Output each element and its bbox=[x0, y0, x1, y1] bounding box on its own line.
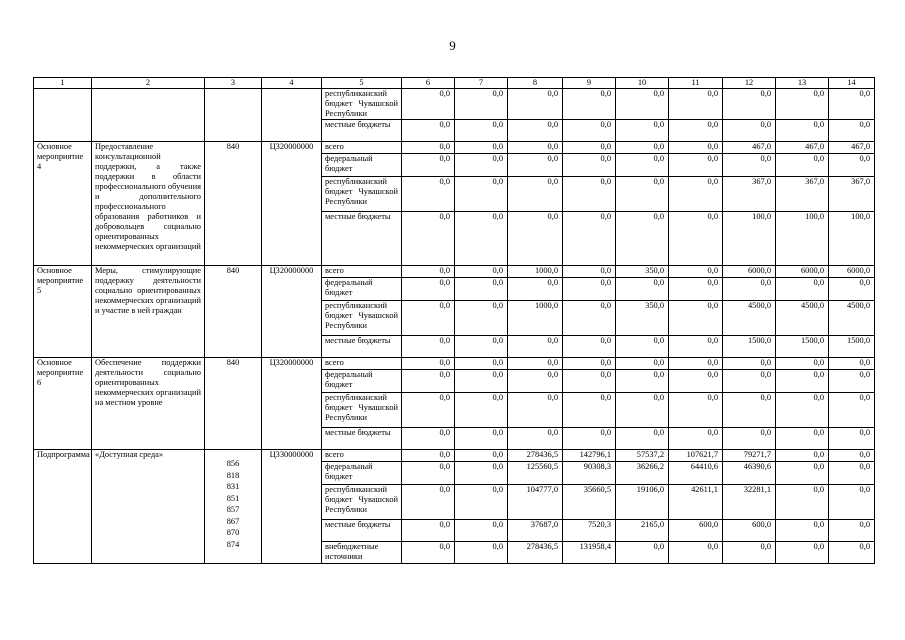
value-cell: 0,0 bbox=[455, 212, 508, 266]
value-cell: 0,0 bbox=[776, 542, 829, 564]
column-header: 8 bbox=[508, 78, 563, 89]
value-cell: 42611,1 bbox=[669, 485, 723, 520]
value-cell: 0,0 bbox=[829, 462, 875, 485]
column-header: 9 bbox=[563, 78, 616, 89]
budget-code: 851 bbox=[226, 493, 240, 503]
value-cell: 0,0 bbox=[455, 301, 508, 336]
value-cell: 1500,0 bbox=[723, 336, 776, 358]
value-cell: 19106,0 bbox=[616, 485, 669, 520]
value-cell: 0,0 bbox=[402, 154, 455, 177]
value-cell: 32281,1 bbox=[723, 485, 776, 520]
value-cell: 0,0 bbox=[455, 358, 508, 370]
value-cell: 467,0 bbox=[723, 142, 776, 154]
value-cell: 0,0 bbox=[455, 142, 508, 154]
funding-source-cell: федеральный бюджет bbox=[322, 462, 402, 485]
value-cell: 0,0 bbox=[829, 520, 875, 542]
value-cell: 35660,5 bbox=[563, 485, 616, 520]
value-cell: 350,0 bbox=[616, 266, 669, 278]
table-row bbox=[34, 266, 875, 278]
value-cell: 0,0 bbox=[455, 450, 508, 462]
value-cell: 0,0 bbox=[508, 212, 563, 266]
value-cell: 0,0 bbox=[829, 358, 875, 370]
budget-table bbox=[33, 77, 875, 564]
value-cell: 0,0 bbox=[669, 336, 723, 358]
funding-source-cell: всего bbox=[322, 266, 402, 278]
value-cell: 0,0 bbox=[508, 89, 563, 120]
value-cell: 1500,0 bbox=[829, 336, 875, 358]
value-cell: 0,0 bbox=[829, 154, 875, 177]
value-cell: 0,0 bbox=[616, 142, 669, 154]
value-cell: 0,0 bbox=[669, 120, 723, 142]
value-cell: 0,0 bbox=[776, 520, 829, 542]
value-cell: 0,0 bbox=[669, 358, 723, 370]
value-cell: 0,0 bbox=[669, 142, 723, 154]
value-cell: 0,0 bbox=[723, 278, 776, 301]
code-cell bbox=[205, 89, 262, 142]
value-cell: 0,0 bbox=[616, 154, 669, 177]
event-description-cell: Предоставление консультационной поддержки, а также поддержки в области профессионального обучения и дополнительного профессионального образования работников и добровольцев социально ориентированных некоммерческих организаций bbox=[92, 142, 205, 266]
value-cell: 4500,0 bbox=[829, 301, 875, 336]
funding-source-cell: республиканский бюджет Чувашской Республики bbox=[322, 485, 402, 520]
value-cell: 0,0 bbox=[829, 450, 875, 462]
value-cell: 0,0 bbox=[616, 177, 669, 212]
value-cell: 0,0 bbox=[616, 428, 669, 450]
value-cell: 0,0 bbox=[669, 542, 723, 564]
value-cell: 4500,0 bbox=[776, 301, 829, 336]
value-cell: 0,0 bbox=[829, 393, 875, 428]
value-cell: 0,0 bbox=[508, 142, 563, 154]
value-cell: 0,0 bbox=[563, 142, 616, 154]
value-cell: 0,0 bbox=[402, 89, 455, 120]
column-header: 12 bbox=[723, 78, 776, 89]
table-body bbox=[34, 89, 875, 564]
column-header: 10 bbox=[616, 78, 669, 89]
budget-code: 831 bbox=[226, 482, 240, 491]
value-cell: 0,0 bbox=[723, 393, 776, 428]
column-header: 5 bbox=[322, 78, 402, 89]
value-cell: 0,0 bbox=[616, 120, 669, 142]
value-cell: 0,0 bbox=[402, 336, 455, 358]
value-cell: 0,0 bbox=[402, 485, 455, 520]
value-cell: 467,0 bbox=[829, 142, 875, 154]
value-cell: 0,0 bbox=[776, 120, 829, 142]
value-cell: 36266,2 bbox=[616, 462, 669, 485]
value-cell: 0,0 bbox=[616, 393, 669, 428]
value-cell: 0,0 bbox=[402, 177, 455, 212]
value-cell: 0,0 bbox=[563, 393, 616, 428]
value-cell: 0,0 bbox=[563, 278, 616, 301]
table-row bbox=[34, 89, 875, 120]
value-cell: 0,0 bbox=[776, 485, 829, 520]
classification-code-cell: Ц320000000 bbox=[262, 358, 322, 450]
value-cell: 100,0 bbox=[776, 212, 829, 266]
value-cell: 107621,7 bbox=[669, 450, 723, 462]
value-cell: 4500,0 bbox=[723, 301, 776, 336]
value-cell: 0,0 bbox=[508, 358, 563, 370]
column-header: 1 bbox=[34, 78, 92, 89]
value-cell: 367,0 bbox=[776, 177, 829, 212]
value-cell: 7520,3 bbox=[563, 520, 616, 542]
value-cell: 0,0 bbox=[455, 370, 508, 393]
value-cell: 0,0 bbox=[563, 212, 616, 266]
value-cell: 0,0 bbox=[455, 520, 508, 542]
value-cell: 0,0 bbox=[402, 358, 455, 370]
value-cell: 0,0 bbox=[669, 301, 723, 336]
value-cell: 57537,2 bbox=[616, 450, 669, 462]
value-cell: 0,0 bbox=[455, 278, 508, 301]
value-cell: 1500,0 bbox=[776, 336, 829, 358]
page-number: 9 bbox=[449, 38, 456, 53]
value-cell: 0,0 bbox=[776, 278, 829, 301]
value-cell: 0,0 bbox=[669, 428, 723, 450]
value-cell: 0,0 bbox=[723, 542, 776, 564]
value-cell: 0,0 bbox=[455, 428, 508, 450]
value-cell: 367,0 bbox=[829, 177, 875, 212]
value-cell: 0,0 bbox=[776, 393, 829, 428]
value-cell: 0,0 bbox=[508, 120, 563, 142]
funding-source-cell: местные бюджеты bbox=[322, 336, 402, 358]
value-cell: 0,0 bbox=[563, 370, 616, 393]
value-cell: 0,0 bbox=[669, 266, 723, 278]
value-cell: 467,0 bbox=[776, 142, 829, 154]
value-cell: 0,0 bbox=[563, 301, 616, 336]
value-cell: 0,0 bbox=[508, 154, 563, 177]
funding-source-cell: внебюджетные источники bbox=[322, 542, 402, 564]
value-cell: 0,0 bbox=[829, 89, 875, 120]
code-cell: 840 bbox=[205, 266, 262, 358]
value-cell: 0,0 bbox=[669, 177, 723, 212]
value-cell: 0,0 bbox=[402, 212, 455, 266]
column-header: 13 bbox=[776, 78, 829, 89]
classification-code-cell: Ц320000000 bbox=[262, 266, 322, 358]
event-description-cell: Обеспечение поддержки деятельности социально ориентированных некоммерческих организаций на местном уровне bbox=[92, 358, 205, 450]
value-cell: 0,0 bbox=[508, 278, 563, 301]
event-name-cell bbox=[34, 89, 92, 142]
value-cell: 0,0 bbox=[563, 177, 616, 212]
value-cell: 0,0 bbox=[563, 120, 616, 142]
funding-source-cell: всего bbox=[322, 450, 402, 462]
value-cell: 0,0 bbox=[829, 120, 875, 142]
value-cell: 100,0 bbox=[723, 212, 776, 266]
funding-source-cell: всего bbox=[322, 142, 402, 154]
value-cell: 0,0 bbox=[829, 278, 875, 301]
value-cell: 0,0 bbox=[776, 154, 829, 177]
value-cell: 0,0 bbox=[616, 89, 669, 120]
value-cell: 90308,3 bbox=[563, 462, 616, 485]
table-row bbox=[34, 358, 875, 370]
column-header: 4 bbox=[262, 78, 322, 89]
value-cell: 0,0 bbox=[616, 358, 669, 370]
classification-code-cell bbox=[262, 89, 322, 142]
value-cell: 1000,0 bbox=[508, 266, 563, 278]
classification-code-cell: Ц330000000 bbox=[262, 450, 322, 564]
value-cell: 100,0 bbox=[829, 212, 875, 266]
column-header: 2 bbox=[92, 78, 205, 89]
value-cell: 0,0 bbox=[508, 336, 563, 358]
value-cell: 0,0 bbox=[829, 485, 875, 520]
value-cell: 0,0 bbox=[402, 450, 455, 462]
column-number-header bbox=[34, 78, 875, 89]
value-cell: 0,0 bbox=[669, 154, 723, 177]
funding-source-cell: республиканский бюджет Чувашской Республики bbox=[322, 177, 402, 212]
funding-source-cell: республиканский бюджет Чувашской Республики bbox=[322, 89, 402, 120]
value-cell: 0,0 bbox=[616, 542, 669, 564]
value-cell: 0,0 bbox=[563, 154, 616, 177]
column-header: 7 bbox=[455, 78, 508, 89]
value-cell: 0,0 bbox=[402, 266, 455, 278]
event-name-cell: Подпрограмма bbox=[34, 450, 92, 564]
value-cell: 6000,0 bbox=[829, 266, 875, 278]
value-cell: 0,0 bbox=[508, 428, 563, 450]
value-cell: 0,0 bbox=[563, 89, 616, 120]
value-cell: 0,0 bbox=[829, 370, 875, 393]
value-cell: 0,0 bbox=[776, 462, 829, 485]
value-cell: 0,0 bbox=[455, 120, 508, 142]
value-cell: 0,0 bbox=[455, 542, 508, 564]
value-cell: 0,0 bbox=[402, 428, 455, 450]
value-cell: 0,0 bbox=[669, 278, 723, 301]
value-cell: 0,0 bbox=[508, 177, 563, 212]
value-cell: 0,0 bbox=[455, 266, 508, 278]
value-cell: 0,0 bbox=[455, 393, 508, 428]
value-cell: 0,0 bbox=[455, 462, 508, 485]
value-cell: 0,0 bbox=[563, 266, 616, 278]
event-name-cell: Основное мероприятие 6 bbox=[34, 358, 92, 450]
value-cell: 0,0 bbox=[776, 358, 829, 370]
value-cell: 0,0 bbox=[508, 393, 563, 428]
value-cell: 367,0 bbox=[723, 177, 776, 212]
value-cell: 0,0 bbox=[616, 370, 669, 393]
value-cell: 6000,0 bbox=[723, 266, 776, 278]
value-cell: 0,0 bbox=[669, 89, 723, 120]
value-cell: 2165,0 bbox=[616, 520, 669, 542]
value-cell: 142796,1 bbox=[563, 450, 616, 462]
value-cell: 0,0 bbox=[455, 154, 508, 177]
column-header: 11 bbox=[669, 78, 723, 89]
funding-source-cell: местные бюджеты bbox=[322, 520, 402, 542]
event-name-cell: Основное мероприятие 4 bbox=[34, 142, 92, 266]
value-cell: 0,0 bbox=[455, 336, 508, 358]
value-cell: 0,0 bbox=[776, 428, 829, 450]
budget-code: 857 bbox=[226, 505, 240, 514]
funding-source-cell: республиканский бюджет Чувашской Республики bbox=[322, 301, 402, 336]
funding-source-cell: федеральный бюджет bbox=[322, 370, 402, 393]
value-cell: 278436,5 bbox=[508, 450, 563, 462]
value-cell: 104777,0 bbox=[508, 485, 563, 520]
value-cell: 125560,5 bbox=[508, 462, 563, 485]
value-cell: 0,0 bbox=[402, 142, 455, 154]
budget-code: 856 bbox=[226, 459, 240, 468]
event-description-cell bbox=[92, 89, 205, 142]
value-cell: 0,0 bbox=[402, 278, 455, 301]
budget-code: 874 bbox=[226, 539, 240, 549]
value-cell: 0,0 bbox=[402, 301, 455, 336]
funding-source-cell: местные бюджеты bbox=[322, 120, 402, 142]
value-cell: 46390,6 bbox=[723, 462, 776, 485]
value-cell: 0,0 bbox=[776, 89, 829, 120]
column-header: 14 bbox=[829, 78, 875, 89]
funding-source-cell: республиканский бюджет Чувашской Республики bbox=[322, 393, 402, 428]
value-cell: 600,0 bbox=[669, 520, 723, 542]
funding-source-cell: местные бюджеты bbox=[322, 212, 402, 266]
value-cell: 0,0 bbox=[616, 212, 669, 266]
value-cell: 0,0 bbox=[669, 370, 723, 393]
value-cell: 0,0 bbox=[563, 428, 616, 450]
funding-source-cell: местные бюджеты bbox=[322, 428, 402, 450]
funding-source-cell: федеральный бюджет bbox=[322, 154, 402, 177]
value-cell: 0,0 bbox=[616, 278, 669, 301]
value-cell: 0,0 bbox=[402, 520, 455, 542]
code-cell: 840 bbox=[205, 142, 262, 266]
value-cell: 0,0 bbox=[616, 336, 669, 358]
value-cell: 0,0 bbox=[402, 462, 455, 485]
value-cell: 1000,0 bbox=[508, 301, 563, 336]
value-cell: 0,0 bbox=[402, 370, 455, 393]
value-cell: 0,0 bbox=[563, 358, 616, 370]
value-cell: 0,0 bbox=[402, 120, 455, 142]
value-cell: 0,0 bbox=[508, 370, 563, 393]
value-cell: 0,0 bbox=[776, 450, 829, 462]
value-cell: 0,0 bbox=[723, 154, 776, 177]
value-cell: 0,0 bbox=[402, 542, 455, 564]
value-cell: 0,0 bbox=[455, 485, 508, 520]
event-description-cell: «Доступная среда» bbox=[92, 450, 205, 564]
value-cell: 0,0 bbox=[776, 370, 829, 393]
value-cell: 0,0 bbox=[669, 393, 723, 428]
value-cell: 0,0 bbox=[455, 89, 508, 120]
value-cell: 0,0 bbox=[723, 370, 776, 393]
classification-code-cell: Ц320000000 bbox=[262, 142, 322, 266]
value-cell: 600,0 bbox=[723, 520, 776, 542]
table-row bbox=[34, 142, 875, 154]
value-cell: 0,0 bbox=[829, 428, 875, 450]
value-cell: 0,0 bbox=[723, 428, 776, 450]
value-cell: 0,0 bbox=[829, 542, 875, 564]
value-cell: 0,0 bbox=[455, 177, 508, 212]
code-cell bbox=[205, 450, 262, 564]
funding-source-cell: федеральный бюджет bbox=[322, 278, 402, 301]
budget-codes bbox=[208, 450, 258, 550]
value-cell: 0,0 bbox=[563, 336, 616, 358]
value-cell: 37687,0 bbox=[508, 520, 563, 542]
column-header: 3 bbox=[205, 78, 262, 89]
budget-code: 867 bbox=[226, 516, 240, 526]
event-description-cell: Меры, стимулирующие поддержку деятельности социально ориентированных некоммерческих организаций и участие в ней граждан bbox=[92, 266, 205, 358]
value-cell: 350,0 bbox=[616, 301, 669, 336]
value-cell: 0,0 bbox=[723, 89, 776, 120]
table-row bbox=[34, 450, 875, 462]
value-cell: 0,0 bbox=[723, 120, 776, 142]
budget-code: 818 bbox=[226, 470, 240, 480]
budget-code: 870 bbox=[226, 528, 240, 537]
event-name-cell: Основное мероприятие 5 bbox=[34, 266, 92, 358]
value-cell: 79271,7 bbox=[723, 450, 776, 462]
funding-source-cell: всего bbox=[322, 358, 402, 370]
value-cell: 0,0 bbox=[723, 358, 776, 370]
value-cell: 278436,5 bbox=[508, 542, 563, 564]
value-cell: 0,0 bbox=[402, 393, 455, 428]
column-header: 6 bbox=[402, 78, 455, 89]
value-cell: 64410,6 bbox=[669, 462, 723, 485]
value-cell: 6000,0 bbox=[776, 266, 829, 278]
code-cell: 840 bbox=[205, 358, 262, 450]
value-cell: 0,0 bbox=[669, 212, 723, 266]
value-cell: 131958,4 bbox=[563, 542, 616, 564]
